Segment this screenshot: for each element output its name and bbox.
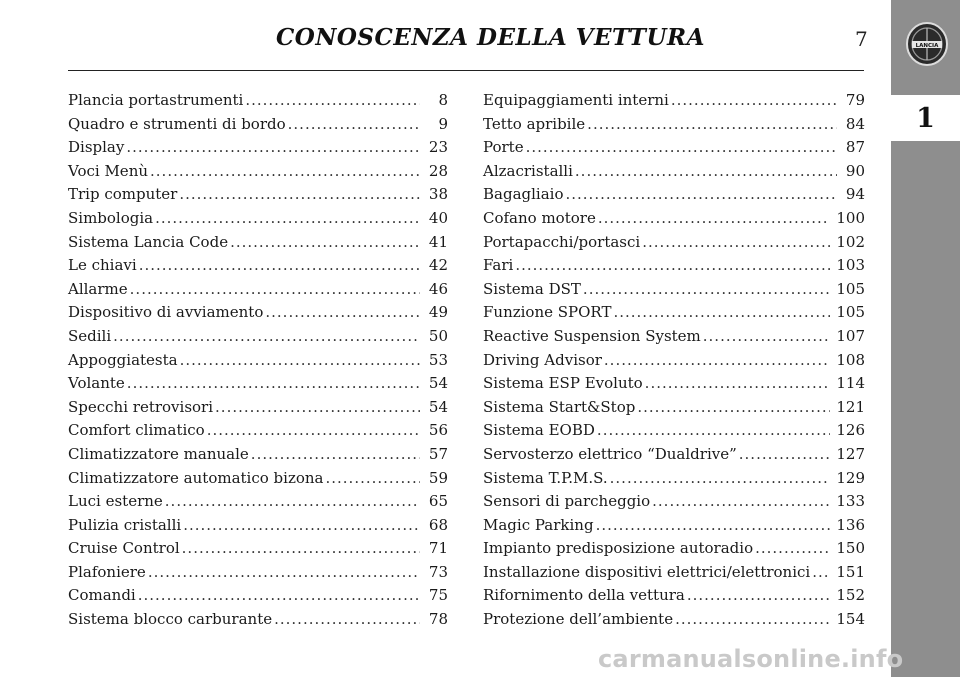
- toc-entry-label: Specchi retrovisori: [68, 397, 214, 416]
- toc-dot-leader: [139, 254, 420, 278]
- toc-dot-leader: [251, 443, 420, 467]
- toc-entry[interactable]: [68, 113, 448, 137]
- toc-entry[interactable]: [483, 419, 865, 443]
- toc-dot-leader: [613, 301, 830, 325]
- toc-entry-page: 59: [428, 468, 448, 487]
- toc-dot-leader: [703, 325, 831, 349]
- toc-dot-leader: [127, 372, 420, 396]
- toc-dot-leader: [230, 231, 420, 255]
- toc-entry[interactable]: [68, 372, 448, 396]
- toc-entry-page: 53: [428, 350, 448, 369]
- toc-dot-leader: [138, 584, 420, 608]
- toc-entry-page: 136: [836, 515, 865, 534]
- toc-entry-page: 42: [428, 256, 448, 275]
- toc-entry[interactable]: [483, 396, 865, 420]
- toc-entry-label: Climatizzatore automatico bizona: [68, 468, 324, 487]
- toc-entry-label: Protezione dell’ambiente: [483, 610, 674, 629]
- page-number: 7: [855, 27, 868, 51]
- toc-entry[interactable]: [483, 89, 865, 113]
- toc-entry-page: 150: [836, 539, 865, 558]
- toc-entry[interactable]: [68, 349, 448, 373]
- toc-dot-leader: [325, 467, 420, 491]
- toc-entry-page: 75: [428, 586, 448, 605]
- toc-dot-leader: [637, 396, 830, 420]
- toc-entry-page: 152: [836, 586, 865, 605]
- toc-entry-page: 54: [428, 397, 448, 416]
- toc-entry-label: Sensori di parcheggio: [483, 492, 651, 511]
- toc-entry[interactable]: [68, 89, 448, 113]
- toc-entry-label: Plancia portastrumenti: [68, 91, 244, 109]
- toc-entry-page: 151: [836, 562, 865, 581]
- toc-entry-page: 90: [845, 161, 865, 180]
- toc-entry-label: Funzione SPORT: [483, 303, 612, 322]
- toc-entry[interactable]: [483, 231, 865, 255]
- toc-entry[interactable]: [68, 608, 448, 632]
- toc-entry[interactable]: [68, 254, 448, 278]
- toc-entry-label: Tetto apribile: [483, 114, 586, 133]
- toc-entry-page: 114: [836, 374, 865, 393]
- toc-entry-label: Sedili: [68, 326, 112, 345]
- toc-entry-label: Display: [68, 138, 125, 157]
- toc-entry-page: 105: [836, 303, 865, 322]
- toc-entry-label: Sistema Start&Stop: [483, 397, 636, 416]
- toc-entry-label: Quadro e strumenti di bordo: [68, 114, 286, 133]
- toc-entry-page: 102: [836, 232, 865, 251]
- toc-entry[interactable]: [68, 537, 448, 561]
- toc-entry-label: Sistema ESP Evoluto: [483, 374, 643, 393]
- toc-entry-page: 79: [845, 91, 865, 109]
- toc-dot-leader: [288, 113, 420, 137]
- toc-entry-label: Magic Parking: [483, 515, 594, 534]
- toc-entry[interactable]: [483, 608, 865, 632]
- toc-dot-leader: [274, 608, 420, 632]
- toc-dot-leader: [587, 113, 837, 137]
- toc-dot-leader: [130, 278, 420, 302]
- toc-entry-page: 154: [836, 610, 865, 629]
- toc-entry-page: 71: [428, 539, 448, 558]
- toc-entry[interactable]: [483, 113, 865, 137]
- toc-entry[interactable]: [483, 325, 865, 349]
- toc-entry-label: Comandi: [68, 586, 136, 605]
- toc-entry-page: 28: [428, 161, 448, 180]
- toc-entry[interactable]: [68, 231, 448, 255]
- toc-entry[interactable]: [483, 183, 865, 207]
- toc-entry-page: 129: [836, 468, 865, 487]
- toc-entry-label: Pulizia cristalli: [68, 515, 182, 534]
- toc-dot-leader: [207, 419, 420, 443]
- toc-entry-page: 56: [428, 421, 448, 440]
- toc-entry-page: 87: [845, 138, 865, 157]
- toc-dot-leader: [515, 254, 830, 278]
- toc-entry-label: Sistema T.P.M.S.: [483, 468, 608, 487]
- toc-dot-leader: [179, 183, 420, 207]
- toc-entry[interactable]: [68, 561, 448, 585]
- toc-dot-leader: [652, 490, 830, 514]
- toc-entry-page: 94: [845, 185, 865, 204]
- toc-entry-page: 100: [836, 208, 865, 227]
- toc-dot-leader: [148, 561, 420, 585]
- toc-dot-leader: [575, 160, 837, 184]
- toc-dot-leader: [645, 372, 831, 396]
- toc-entry[interactable]: [483, 514, 865, 538]
- toc-entry-label: Reactive Suspension System: [483, 326, 701, 345]
- toc-entry-page: 73: [428, 562, 448, 581]
- toc-dot-leader: [182, 537, 420, 561]
- toc-dot-leader: [113, 325, 420, 349]
- toc-dot-leader: [675, 608, 830, 632]
- toc-dot-leader: [150, 160, 420, 184]
- toc-entry[interactable]: [68, 325, 448, 349]
- toc-entry-label: Servosterzo elettrico “Dualdrive”: [483, 444, 737, 463]
- toc-entry-label: Appoggiatesta: [68, 350, 178, 369]
- toc-dot-leader: [526, 136, 837, 160]
- toc-entry-page: 84: [845, 114, 865, 133]
- toc-dot-leader: [596, 514, 831, 538]
- toc-entry-page: 65: [428, 492, 448, 511]
- header-divider: [68, 70, 864, 71]
- toc-entry-label: Cruise Control: [68, 539, 180, 558]
- toc-entry-page: 78: [428, 610, 448, 629]
- toc-right-column: [483, 89, 865, 632]
- toc-entry-page: 8: [438, 91, 448, 109]
- toc-entry-page: 133: [836, 492, 865, 511]
- toc-entry-label: Portapacchi/portasci: [483, 232, 641, 251]
- lancia-logo-icon: [905, 21, 949, 67]
- toc-entry-page: 126: [836, 421, 865, 440]
- toc-dot-leader: [610, 467, 831, 491]
- toc-dot-leader: [671, 89, 837, 113]
- toc-entry[interactable]: [68, 136, 448, 160]
- toc-entry-page: 107: [836, 326, 865, 345]
- toc-dot-leader: [165, 490, 420, 514]
- toc-left-column: [68, 89, 448, 632]
- toc-entry-page: 121: [836, 397, 865, 416]
- toc-entry[interactable]: [483, 537, 865, 561]
- toc-dot-leader: [597, 419, 830, 443]
- toc-entry-label: Volante: [68, 374, 125, 393]
- toc-entry-label: Sistema DST: [483, 279, 581, 298]
- toc-entry[interactable]: [483, 561, 865, 585]
- toc-entry-label: Trip computer: [68, 185, 178, 204]
- logo-lettering: LANCIA: [915, 43, 939, 49]
- toc-entry-label: Simbologia: [68, 208, 154, 227]
- toc-entry-page: 9: [438, 114, 448, 133]
- toc-entry[interactable]: [483, 349, 865, 373]
- toc-dot-leader: [583, 278, 830, 302]
- toc-entry-label: Sistema EOBD: [483, 421, 595, 440]
- toc-entry-page: 40: [428, 208, 448, 227]
- toc-dot-leader: [812, 561, 830, 585]
- toc-entry-label: Alzacristalli: [483, 161, 573, 180]
- toc-entry-label: Fari: [483, 256, 514, 275]
- toc-entry[interactable]: [68, 584, 448, 608]
- toc-entry-label: Comfort climatico: [68, 421, 205, 440]
- toc-entry[interactable]: [483, 254, 865, 278]
- toc-entry-label: Porte: [483, 138, 524, 157]
- toc-entry-page: 41: [428, 232, 448, 251]
- toc-entry[interactable]: [483, 443, 865, 467]
- toc-entry-label: Rifornimento della vettura: [483, 586, 685, 605]
- page-title: CONOSCENZA DELLA VETTURA: [276, 24, 705, 51]
- toc-entry[interactable]: [483, 372, 865, 396]
- toc-entry[interactable]: [68, 490, 448, 514]
- toc-dot-leader: [126, 136, 420, 160]
- toc-entry-page: 108: [836, 350, 865, 369]
- toc-entry-label: Equipaggiamenti interni: [483, 91, 669, 109]
- toc-entry[interactable]: [68, 301, 448, 325]
- toc-entry[interactable]: [483, 278, 865, 302]
- toc-entry[interactable]: [68, 278, 448, 302]
- toc-entry-page: 68: [428, 515, 448, 534]
- toc-entry-label: Cofano motore: [483, 208, 596, 227]
- toc-entry-page: 57: [428, 444, 448, 463]
- toc-entry[interactable]: [483, 584, 865, 608]
- toc-dot-leader: [183, 514, 420, 538]
- toc-dot-leader: [604, 349, 830, 373]
- toc-entry[interactable]: [68, 160, 448, 184]
- toc-entry-label: Le chiavi: [68, 256, 137, 275]
- toc-entry[interactable]: [68, 443, 448, 467]
- toc-entry-label: Climatizzatore manuale: [68, 444, 249, 463]
- chapter-number: 1: [891, 95, 960, 141]
- toc-entry[interactable]: [483, 160, 865, 184]
- toc-entry-label: Plafoniere: [68, 562, 146, 581]
- toc-entry-label: Dispositivo di avviamento: [68, 303, 264, 322]
- toc-entry[interactable]: [483, 490, 865, 514]
- toc-dot-leader: [739, 443, 831, 467]
- toc-dot-leader: [687, 584, 831, 608]
- toc-entry[interactable]: [483, 136, 865, 160]
- toc-entry[interactable]: [483, 301, 865, 325]
- toc-dot-leader: [245, 89, 420, 113]
- toc-entry-page: 103: [836, 256, 865, 275]
- toc-dot-leader: [598, 207, 831, 231]
- toc-entry[interactable]: [68, 207, 448, 231]
- toc-entry[interactable]: [483, 467, 865, 491]
- toc-entry-page: 38: [428, 185, 448, 204]
- toc-entry-page: 105: [836, 279, 865, 298]
- toc-entry-label: Sistema Lancia Code: [68, 232, 229, 251]
- toc-entry[interactable]: [483, 207, 865, 231]
- toc-entry-page: 46: [428, 279, 448, 298]
- toc-entry[interactable]: [68, 419, 448, 443]
- toc-entry-page: 50: [428, 326, 448, 345]
- toc-dot-leader: [565, 183, 837, 207]
- toc-entry-page: 127: [836, 444, 865, 463]
- toc-entry-label: Luci esterne: [68, 492, 163, 511]
- toc-dot-leader: [265, 301, 420, 325]
- toc-entry-label: Installazione dispositivi elettrici/elettronici: [483, 562, 811, 581]
- toc-dot-leader: [180, 349, 420, 373]
- toc-dot-leader: [755, 537, 830, 561]
- toc-entry-page: 23: [428, 138, 448, 157]
- toc-entry-page: 54: [428, 374, 448, 393]
- toc-entry-label: Sistema blocco carburante: [68, 610, 273, 629]
- watermark: carmanualsonline.info: [598, 645, 904, 673]
- toc-entry-label: Impianto predisposizione autoradio: [483, 539, 754, 558]
- toc-entry-label: Bagagliaio: [483, 185, 564, 204]
- toc-entry-label: Driving Advisor: [483, 350, 602, 369]
- toc-entry[interactable]: [68, 396, 448, 420]
- toc-dot-leader: [155, 207, 420, 231]
- toc-entry-label: Allarme: [68, 279, 128, 298]
- toc-dot-leader: [215, 396, 420, 420]
- toc-entry[interactable]: [68, 514, 448, 538]
- toc-entry[interactable]: [68, 183, 448, 207]
- toc-entry-label: Voci Menù: [68, 161, 149, 180]
- toc-entry-page: 49: [428, 303, 448, 322]
- toc-entry[interactable]: [68, 467, 448, 491]
- toc-dot-leader: [642, 231, 830, 255]
